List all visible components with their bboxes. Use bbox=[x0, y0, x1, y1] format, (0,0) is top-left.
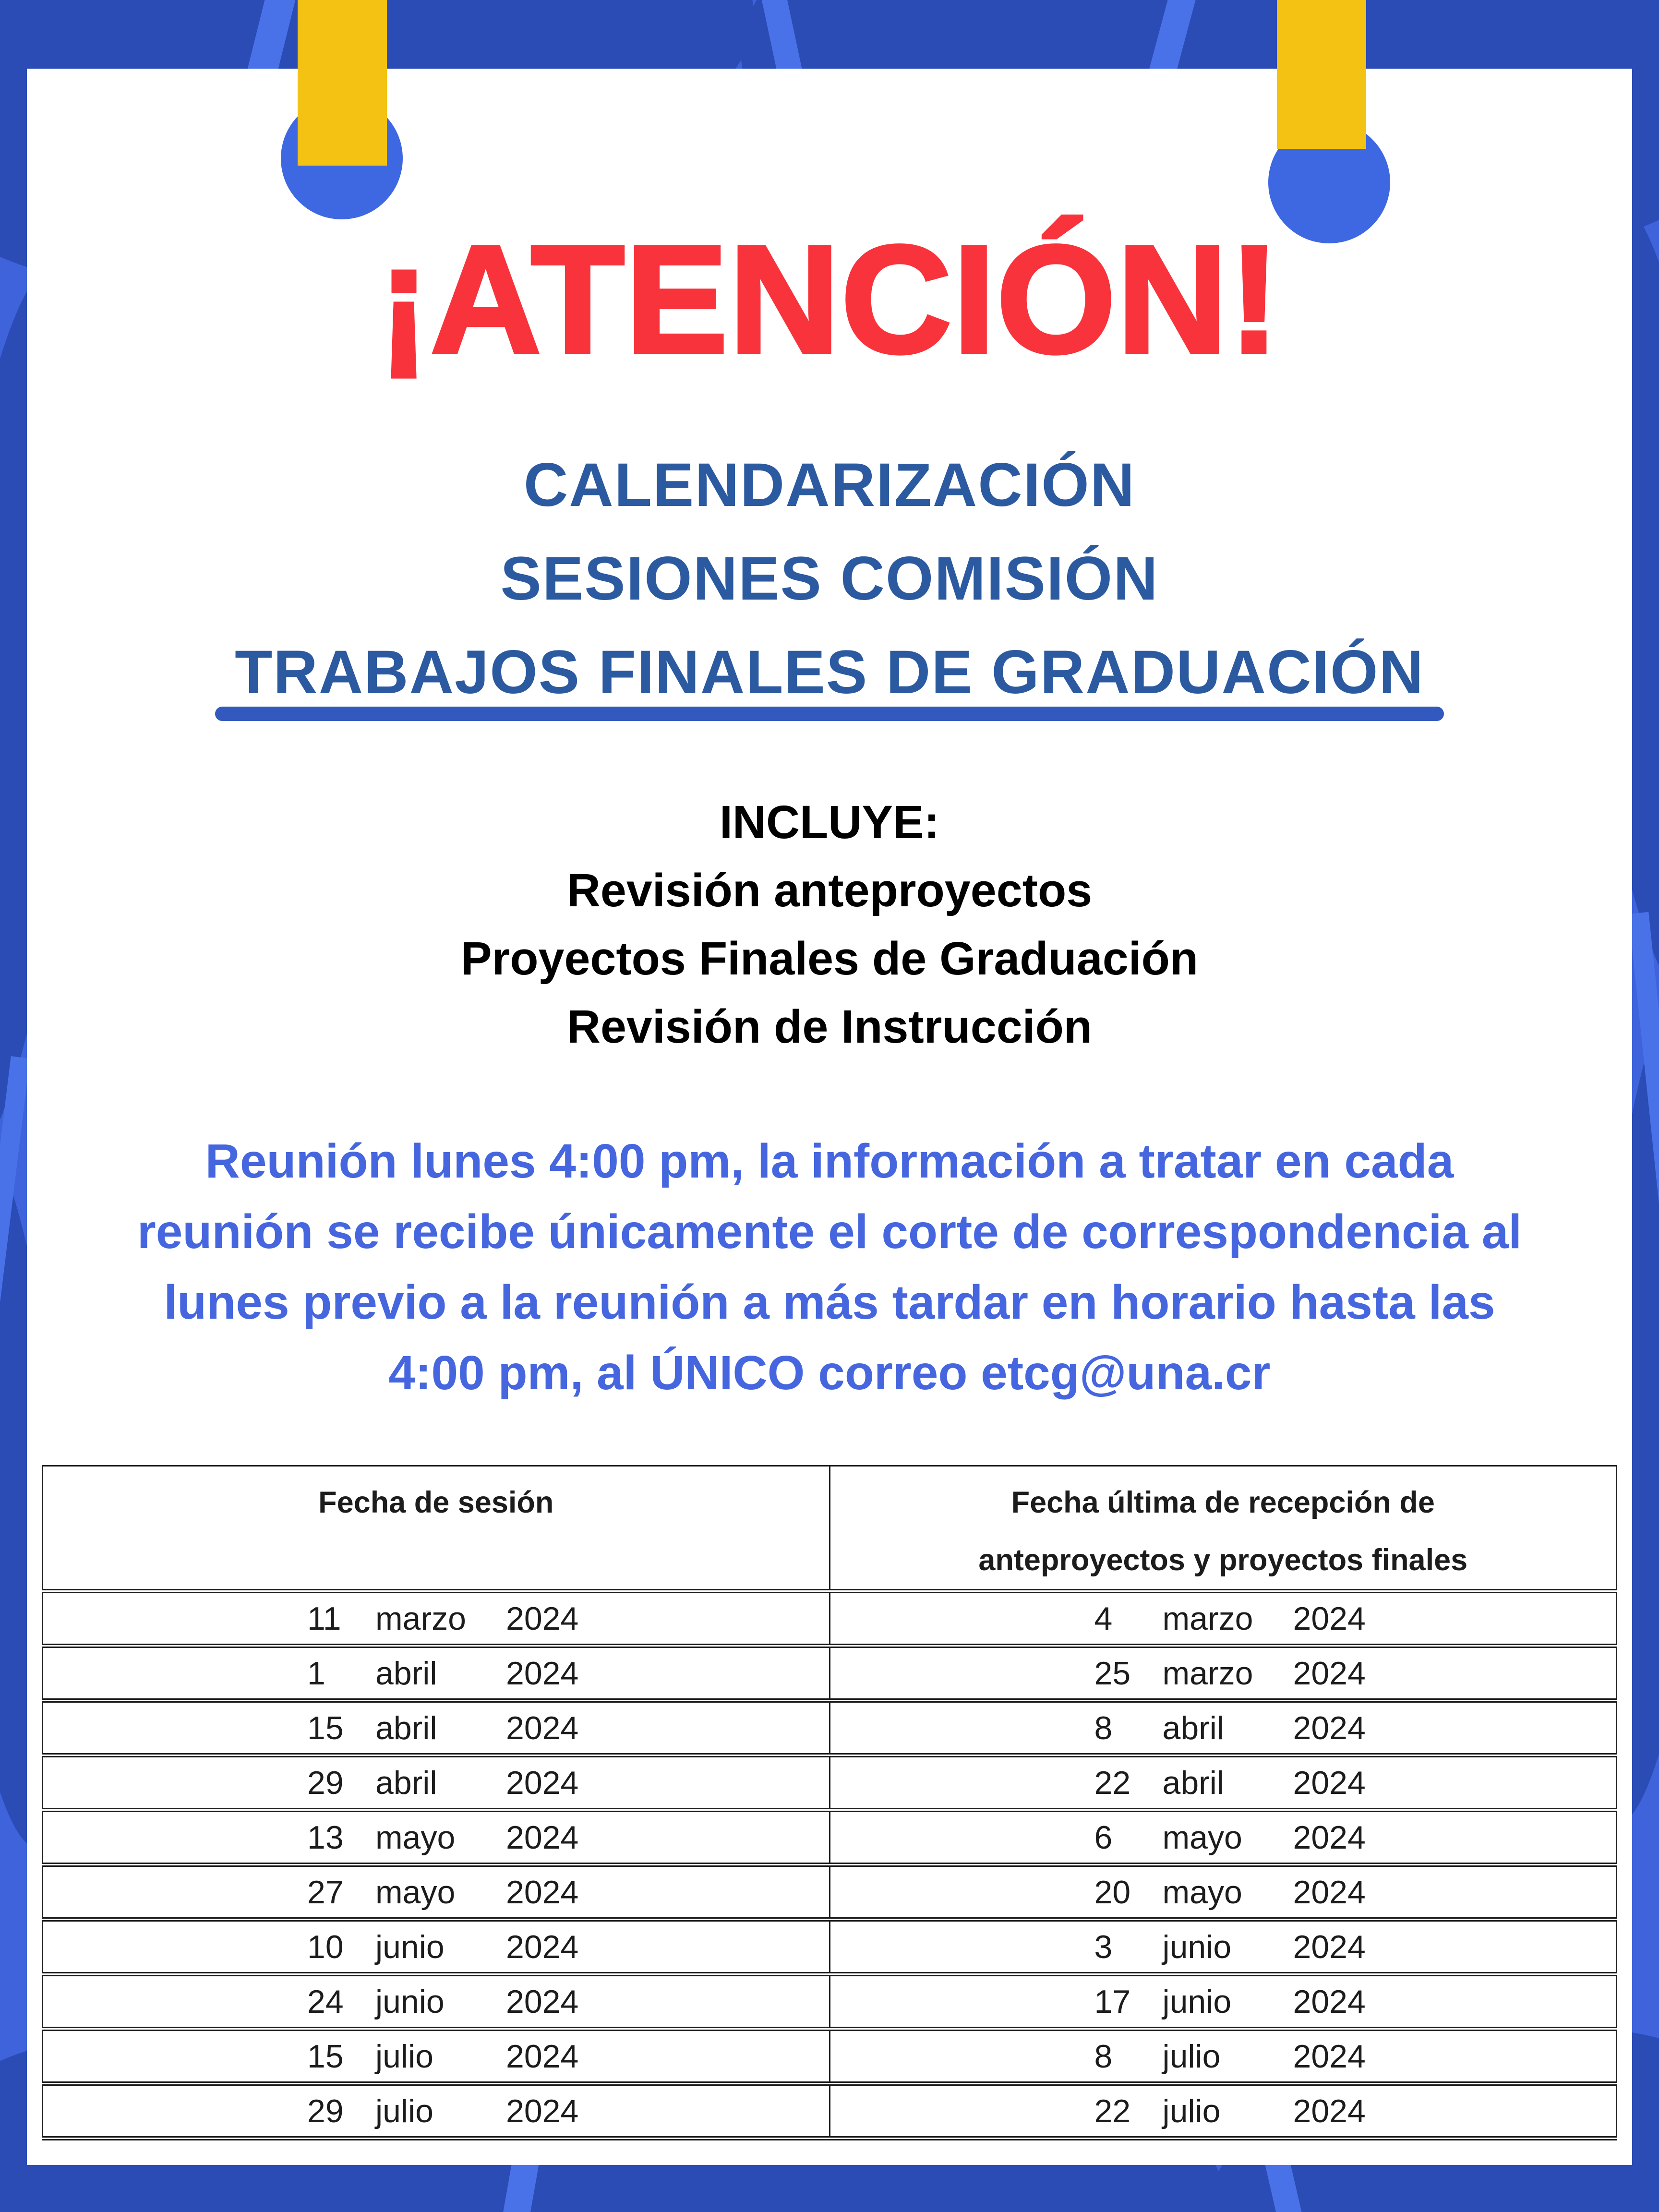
table-row bbox=[43, 1755, 1617, 1810]
sesion-year: 2024 bbox=[506, 1874, 579, 1911]
sesion-year: 2024 bbox=[506, 2092, 579, 2129]
schedule-table-body bbox=[43, 1591, 1617, 2139]
subtitle-line-sesiones-comision: SESIONES COMISIÓN bbox=[500, 544, 1159, 613]
recepcion-day: 20 bbox=[1094, 1874, 1131, 1911]
cell-fecha-recepcion bbox=[830, 1755, 1617, 1810]
includes-heading: INCLUYE: bbox=[719, 796, 940, 848]
recepcion-year: 2024 bbox=[1293, 1874, 1366, 1911]
notice-line-4: 4:00 pm, al ÚNICO correo etcg@una.cr bbox=[388, 1346, 1271, 1400]
pin-tab-left-icon bbox=[298, 0, 387, 166]
header-fecha-sesion-label: Fecha de sesión bbox=[318, 1486, 554, 1519]
recepcion-day: 4 bbox=[1094, 1600, 1113, 1637]
recepcion-year: 2024 bbox=[1293, 1600, 1366, 1637]
sesion-year: 2024 bbox=[506, 1928, 579, 1965]
poster-card bbox=[27, 69, 1632, 2165]
cell-fecha-sesion bbox=[43, 1755, 830, 1810]
sesion-year: 2024 bbox=[506, 1819, 579, 1856]
sesion-month: julio bbox=[375, 2038, 433, 2075]
table-row bbox=[43, 1646, 1617, 1701]
recepcion-year: 2024 bbox=[1293, 1819, 1366, 1856]
cell-fecha-recepcion bbox=[830, 1865, 1617, 1920]
recepcion-month: junio bbox=[1162, 1983, 1232, 2020]
recepcion-day: 8 bbox=[1094, 1709, 1113, 1746]
includes-item-instruccion: Revisión de Instrucción bbox=[566, 1000, 1093, 1053]
subtitle-line-trabajos-finales: TRABAJOS FINALES DE GRADUACIÓN bbox=[235, 638, 1424, 707]
cell-fecha-sesion bbox=[43, 1920, 830, 1974]
table-row bbox=[43, 2029, 1617, 2084]
cell-fecha-recepcion bbox=[830, 2084, 1617, 2139]
cell-fecha-recepcion bbox=[830, 1701, 1617, 1755]
sesion-day: 10 bbox=[307, 1928, 344, 1965]
includes-block bbox=[27, 788, 1632, 1061]
table-row bbox=[43, 1701, 1617, 1755]
sesion-year: 2024 bbox=[506, 1655, 579, 1692]
cell-fecha-sesion bbox=[43, 1646, 830, 1701]
notice-line-2: reunión se recibe únicamente el corte de correspondencia al bbox=[137, 1205, 1522, 1259]
cell-fecha-sesion bbox=[43, 1591, 830, 1646]
cell-fecha-sesion bbox=[43, 1974, 830, 2029]
recepcion-year: 2024 bbox=[1293, 1655, 1366, 1692]
sesion-day: 13 bbox=[307, 1819, 344, 1856]
recepcion-year: 2024 bbox=[1293, 2092, 1366, 2129]
schedule-table bbox=[42, 1465, 1617, 2140]
sesion-month: mayo bbox=[375, 1819, 456, 1856]
header-fecha-recepcion-label: Fecha última de recepción de anteproyectos y proyectos finales bbox=[978, 1486, 1468, 1577]
recepcion-day: 22 bbox=[1094, 1764, 1131, 1801]
sesion-month: abril bbox=[375, 1709, 437, 1746]
sesion-year: 2024 bbox=[506, 2038, 579, 2075]
sesion-day: 29 bbox=[307, 2092, 344, 2129]
attention-title: ¡ATENCIÓN! bbox=[378, 213, 1281, 385]
subtitle-block bbox=[27, 438, 1632, 719]
table-row bbox=[43, 2084, 1617, 2139]
notice-line-3: lunes previo a la reunión a más tardar en horario hasta las bbox=[164, 1275, 1495, 1329]
cell-fecha-recepcion bbox=[830, 1920, 1617, 1974]
recepcion-month: marzo bbox=[1162, 1600, 1253, 1637]
recepcion-month: julio bbox=[1162, 2038, 1221, 2075]
cell-fecha-recepcion bbox=[830, 1974, 1617, 2029]
subtitle-line-calendarizacion: CALENDARIZACIÓN bbox=[523, 451, 1136, 519]
cell-fecha-recepcion bbox=[830, 1810, 1617, 1865]
notice-paragraph bbox=[27, 1126, 1632, 1408]
recepcion-day: 8 bbox=[1094, 2038, 1113, 2075]
sesion-month: abril bbox=[375, 1764, 437, 1801]
sesion-day: 1 bbox=[307, 1655, 325, 1692]
recepcion-month: mayo bbox=[1162, 1874, 1242, 1911]
sesion-year: 2024 bbox=[506, 1600, 579, 1637]
table-row bbox=[43, 1810, 1617, 1865]
recepcion-day: 25 bbox=[1094, 1655, 1131, 1692]
sesion-year: 2024 bbox=[506, 1764, 579, 1801]
sesion-year: 2024 bbox=[506, 1983, 579, 2020]
recepcion-day: 3 bbox=[1094, 1928, 1113, 1965]
recepcion-year: 2024 bbox=[1293, 1764, 1366, 1801]
sesion-year: 2024 bbox=[506, 1709, 579, 1746]
sesion-month: junio bbox=[375, 1928, 445, 1965]
pin-tab-right-icon bbox=[1277, 0, 1366, 149]
recepcion-month: abril bbox=[1162, 1764, 1224, 1801]
cell-fecha-sesion bbox=[43, 2084, 830, 2139]
recepcion-year: 2024 bbox=[1293, 1709, 1366, 1746]
header-fecha-sesion bbox=[43, 1466, 830, 1591]
table-row bbox=[43, 1920, 1617, 1974]
recepcion-year: 2024 bbox=[1293, 2038, 1366, 2075]
sesion-day: 11 bbox=[307, 1600, 341, 1637]
cell-fecha-sesion bbox=[43, 1865, 830, 1920]
sesion-month: abril bbox=[375, 1655, 437, 1692]
table-row bbox=[43, 1591, 1617, 1646]
table-header-row bbox=[43, 1466, 1617, 1591]
recepcion-month: mayo bbox=[1162, 1819, 1242, 1856]
recepcion-day: 22 bbox=[1094, 2092, 1131, 2129]
recepcion-year: 2024 bbox=[1293, 1983, 1366, 2020]
recepcion-month: abril bbox=[1162, 1709, 1224, 1746]
cell-fecha-recepcion bbox=[830, 1591, 1617, 1646]
recepcion-day: 6 bbox=[1094, 1819, 1113, 1856]
cell-fecha-sesion bbox=[43, 1701, 830, 1755]
cell-fecha-sesion bbox=[43, 1810, 830, 1865]
sesion-day: 27 bbox=[307, 1874, 344, 1911]
sesion-month: junio bbox=[375, 1983, 445, 2020]
cell-fecha-sesion bbox=[43, 2029, 830, 2084]
recepcion-year: 2024 bbox=[1293, 1928, 1366, 1965]
cell-fecha-recepcion bbox=[830, 1646, 1617, 1701]
header-fecha-recepcion bbox=[830, 1466, 1617, 1591]
includes-item-proyectos-finales: Proyectos Finales de Graduación bbox=[460, 932, 1199, 985]
sesion-day: 15 bbox=[307, 2038, 344, 2075]
table-row bbox=[43, 1865, 1617, 1920]
sesion-day: 15 bbox=[307, 1709, 344, 1746]
sesion-day: 24 bbox=[307, 1983, 344, 2020]
sesion-month: julio bbox=[375, 2092, 433, 2129]
sesion-day: 29 bbox=[307, 1764, 344, 1801]
cell-fecha-recepcion bbox=[830, 2029, 1617, 2084]
sesion-month: marzo bbox=[375, 1600, 466, 1637]
includes-item-anteproyectos: Revisión anteproyectos bbox=[566, 864, 1093, 916]
recepcion-month: junio bbox=[1162, 1928, 1232, 1965]
sesion-month: mayo bbox=[375, 1874, 456, 1911]
recepcion-month: marzo bbox=[1162, 1655, 1253, 1692]
notice-line-1: Reunión lunes 4:00 pm, la información a tratar en cada bbox=[205, 1134, 1454, 1188]
recepcion-month: julio bbox=[1162, 2092, 1221, 2129]
recepcion-day: 17 bbox=[1094, 1983, 1131, 2020]
table-row bbox=[43, 1974, 1617, 2029]
